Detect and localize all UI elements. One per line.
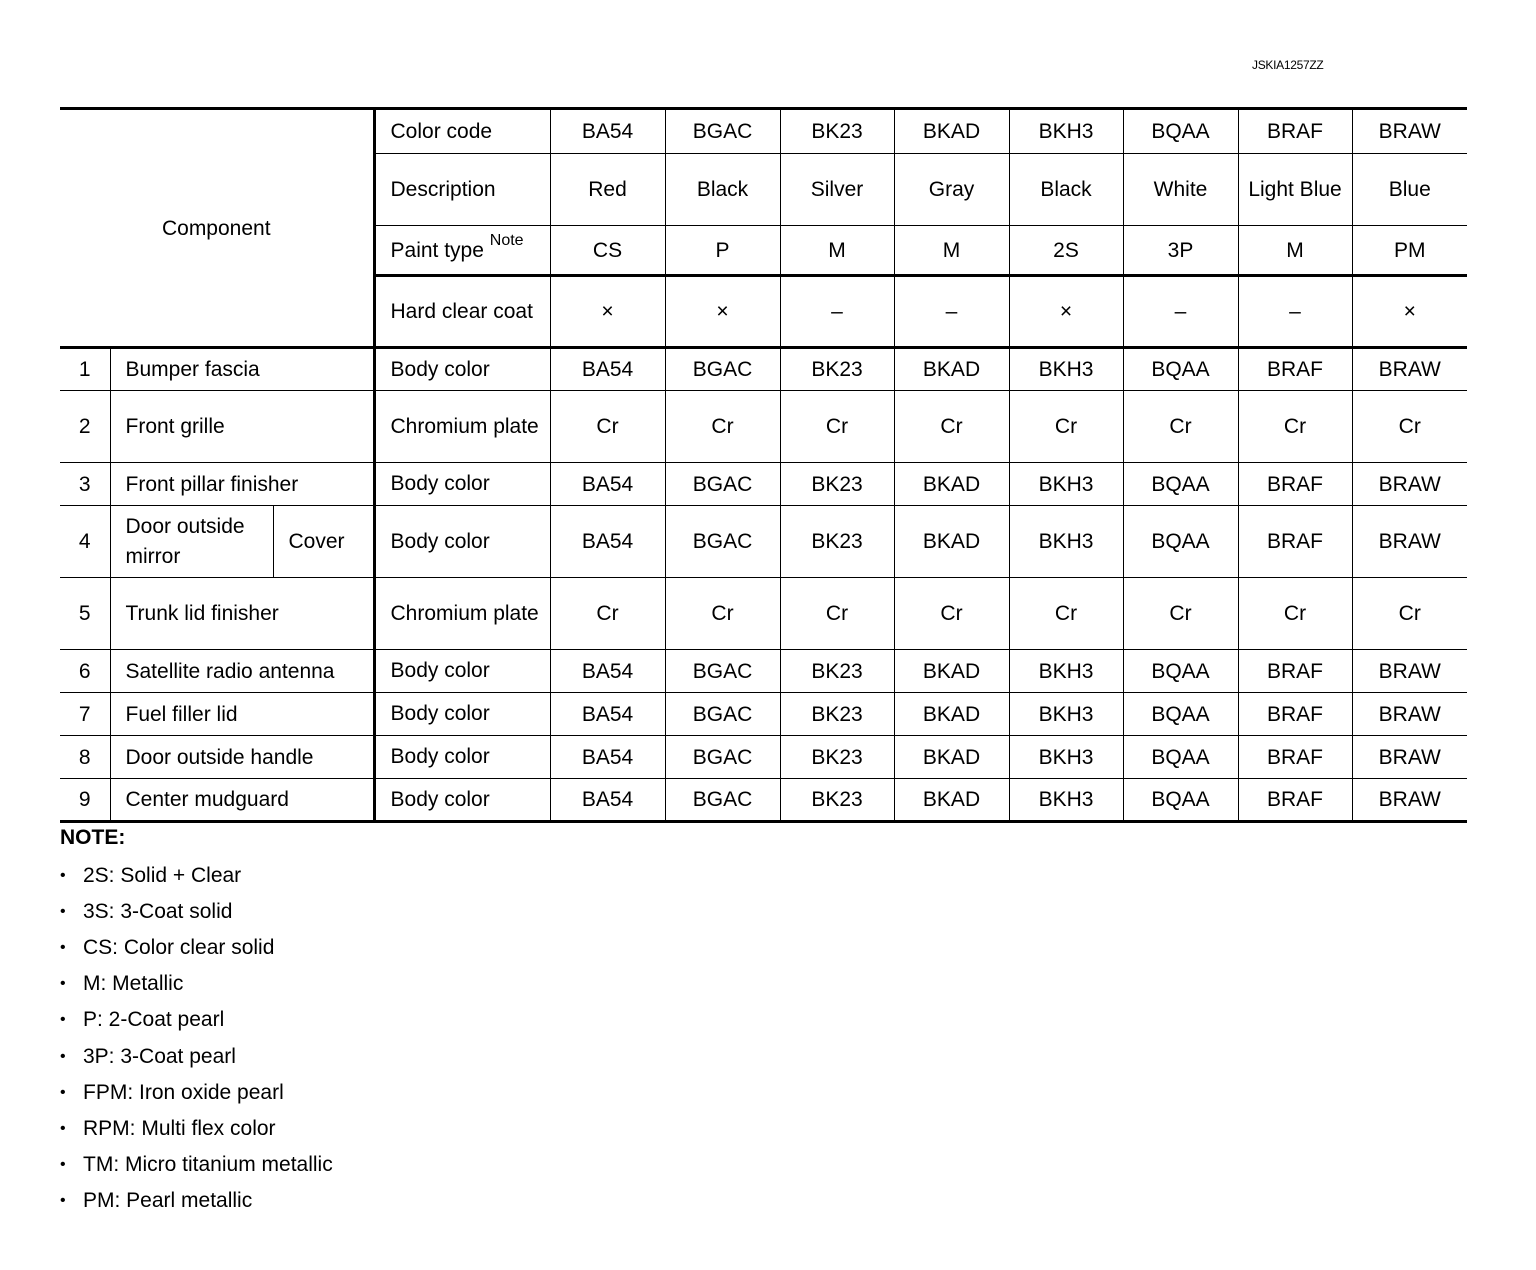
color-value-cell: BK23 — [780, 736, 894, 779]
color-value-cell: BA54 — [550, 506, 665, 578]
table-row — [60, 693, 1467, 736]
color-value-cell: BRAF — [1238, 736, 1352, 779]
color-value-cell: BKAD — [894, 650, 1009, 693]
table-row — [60, 779, 1467, 822]
color-value-cell: BK23 — [780, 779, 894, 822]
bullet-icon: • — [60, 1083, 66, 1101]
color-value-cell: Cr — [1009, 391, 1123, 463]
bullet-icon: • — [60, 1191, 66, 1209]
color-value-cell: BRAF — [1238, 650, 1352, 693]
color-value-cell: Cr — [665, 391, 780, 463]
component-name: Door outside mirror — [110, 506, 273, 578]
bullet-icon: • — [60, 1119, 66, 1137]
color-value-cell: BKH3 — [1009, 348, 1123, 391]
header-row-color-code — [60, 109, 1467, 154]
bullet-icon: • — [60, 1047, 66, 1065]
note-text: P: 2-Coat pearl — [83, 1008, 225, 1032]
bullet-icon: • — [60, 867, 66, 885]
note-text: CS: Color clear solid — [83, 936, 275, 960]
description-cell: Black — [1009, 154, 1123, 226]
table-row — [60, 391, 1467, 463]
color-code-cell: BRAW — [1352, 109, 1467, 154]
color-value-cell: Cr — [780, 578, 894, 650]
color-value-cell: BRAW — [1352, 779, 1467, 822]
color-value-cell: BRAW — [1352, 650, 1467, 693]
note-item — [60, 1038, 333, 1074]
component-name: Front grille — [110, 391, 374, 463]
description-cell: Silver — [780, 154, 894, 226]
color-value-cell: BRAF — [1238, 506, 1352, 578]
hard-clear-coat-cell: – — [894, 276, 1009, 348]
table-row — [60, 463, 1467, 506]
color-value-cell: BRAW — [1352, 736, 1467, 779]
description-cell: Light Blue — [1238, 154, 1352, 226]
note-heading: NOTE: — [60, 826, 126, 849]
color-value-cell: BKAD — [894, 348, 1009, 391]
note-item — [60, 1147, 333, 1183]
color-value-cell: BRAW — [1352, 693, 1467, 736]
paint-type-text: Paint type — [390, 238, 484, 262]
hard-clear-coat-cell: – — [780, 276, 894, 348]
note-text: 2S: Solid + Clear — [83, 864, 242, 888]
bullet-icon: • — [60, 1155, 66, 1173]
color-value-cell: BQAA — [1123, 348, 1238, 391]
component-name: Bumper fascia — [110, 348, 374, 391]
color-value-cell: BGAC — [665, 779, 780, 822]
paint-type-cell: PM — [1352, 226, 1467, 276]
color-value-cell: BA54 — [550, 736, 665, 779]
component-name: Trunk lid finisher — [110, 578, 374, 650]
color-value-cell: Cr — [665, 578, 780, 650]
paint-type-cell: M — [780, 226, 894, 276]
color-value-cell: BGAC — [665, 693, 780, 736]
color-value-cell: BKH3 — [1009, 779, 1123, 822]
color-value-cell: BKH3 — [1009, 693, 1123, 736]
component-name: Door outside handle — [110, 736, 374, 779]
table-row — [60, 736, 1467, 779]
color-value-cell: BRAW — [1352, 506, 1467, 578]
row-number: 1 — [60, 348, 110, 391]
color-value-cell: Cr — [894, 578, 1009, 650]
color-value-cell: BKH3 — [1009, 463, 1123, 506]
color-value-cell: BA54 — [550, 463, 665, 506]
color-code-cell: BKAD — [894, 109, 1009, 154]
color-value-cell: BRAW — [1352, 463, 1467, 506]
color-value-cell: BQAA — [1123, 506, 1238, 578]
color-value-cell: Cr — [1352, 391, 1467, 463]
color-value-cell: Cr — [550, 578, 665, 650]
table-row — [60, 650, 1467, 693]
color-value-cell: BK23 — [780, 650, 894, 693]
description-label: Description — [374, 154, 550, 226]
color-value-cell: BQAA — [1123, 736, 1238, 779]
color-value-cell: BKH3 — [1009, 736, 1123, 779]
row-number: 4 — [60, 506, 110, 578]
color-value-cell: BQAA — [1123, 693, 1238, 736]
description-cell: Gray — [894, 154, 1009, 226]
paint-type-label — [374, 226, 550, 276]
row-number: 7 — [60, 693, 110, 736]
color-value-cell: BRAF — [1238, 348, 1352, 391]
table-row — [60, 348, 1467, 391]
color-value-cell: BA54 — [550, 779, 665, 822]
color-value-cell: Cr — [550, 391, 665, 463]
note-text: RPM: Multi flex color — [83, 1116, 276, 1140]
hard-clear-coat-label: Hard clear coat — [374, 276, 550, 348]
finish-type: Chromium plate — [374, 578, 550, 650]
paint-type-cell: CS — [550, 226, 665, 276]
paint-type-cell: M — [1238, 226, 1352, 276]
bullet-icon: • — [60, 975, 66, 993]
component-name: Satellite radio antenna — [110, 650, 374, 693]
color-code-cell: BRAF — [1238, 109, 1352, 154]
note-item — [60, 1111, 333, 1147]
note-item — [60, 894, 333, 930]
paint-type-cell: P — [665, 226, 780, 276]
color-value-cell: BQAA — [1123, 463, 1238, 506]
finish-type: Body color — [374, 736, 550, 779]
color-code-label: Color code — [374, 109, 550, 154]
note-text: TM: Micro titanium metallic — [83, 1152, 333, 1176]
color-value-cell: Cr — [1123, 578, 1238, 650]
description-cell: Red — [550, 154, 665, 226]
paint-type-note-ref: Note — [489, 231, 524, 249]
row-number: 2 — [60, 391, 110, 463]
color-value-cell: Cr — [1009, 578, 1123, 650]
color-value-cell: BA54 — [550, 348, 665, 391]
color-value-cell: BK23 — [780, 348, 894, 391]
color-value-cell: BRAW — [1352, 348, 1467, 391]
color-value-cell: Cr — [1123, 391, 1238, 463]
color-value-cell: BRAF — [1238, 693, 1352, 736]
color-value-cell: BA54 — [550, 650, 665, 693]
hard-clear-coat-cell: × — [665, 276, 780, 348]
component-name: Center mudguard — [110, 779, 374, 822]
note-text: PM: Pearl metallic — [83, 1188, 253, 1212]
row-number: 8 — [60, 736, 110, 779]
description-cell: Blue — [1352, 154, 1467, 226]
hard-clear-coat-cell: × — [1009, 276, 1123, 348]
hard-clear-coat-cell: × — [1352, 276, 1467, 348]
color-value-cell: Cr — [780, 391, 894, 463]
finish-type: Body color — [374, 779, 550, 822]
paint-type-cell: M — [894, 226, 1009, 276]
paint-type-cell: 3P — [1123, 226, 1238, 276]
description-cell: White — [1123, 154, 1238, 226]
color-value-cell: BGAC — [665, 506, 780, 578]
color-value-cell: BGAC — [665, 348, 780, 391]
color-value-cell: BGAC — [665, 650, 780, 693]
figure-id: JSKIA1257ZZ — [1252, 58, 1324, 72]
table-row — [60, 578, 1467, 650]
note-text: 3P: 3-Coat pearl — [83, 1044, 236, 1068]
note-item — [60, 930, 333, 966]
hard-clear-coat-cell: – — [1123, 276, 1238, 348]
color-value-cell: BGAC — [665, 463, 780, 506]
bullet-icon: • — [60, 1011, 66, 1029]
color-value-cell: BQAA — [1123, 650, 1238, 693]
finish-type: Body color — [374, 693, 550, 736]
color-value-cell: Cr — [1238, 391, 1352, 463]
component-header: Component — [60, 109, 374, 348]
finish-type: Body color — [374, 506, 550, 578]
hard-clear-coat-cell: × — [550, 276, 665, 348]
note-text: FPM: Iron oxide pearl — [83, 1080, 284, 1104]
color-value-cell: BKAD — [894, 736, 1009, 779]
color-value-cell: BKAD — [894, 463, 1009, 506]
color-value-cell: BA54 — [550, 693, 665, 736]
paint-type-cell: 2S — [1009, 226, 1123, 276]
table-row — [60, 506, 1467, 578]
color-value-cell: Cr — [1352, 578, 1467, 650]
color-code-cell: BQAA — [1123, 109, 1238, 154]
note-item — [60, 1002, 333, 1038]
notes-list — [60, 858, 333, 1219]
finish-type: Body color — [374, 463, 550, 506]
description-cell: Black — [665, 154, 780, 226]
component-subpart: Cover — [273, 506, 374, 578]
color-code-cell: BGAC — [665, 109, 780, 154]
color-value-cell: BKH3 — [1009, 506, 1123, 578]
color-value-cell: BKAD — [894, 506, 1009, 578]
finish-type: Chromium plate — [374, 391, 550, 463]
color-value-cell: BKAD — [894, 693, 1009, 736]
hard-clear-coat-cell: – — [1238, 276, 1352, 348]
finish-type: Body color — [374, 650, 550, 693]
color-value-cell: BQAA — [1123, 779, 1238, 822]
color-value-cell: BKH3 — [1009, 650, 1123, 693]
color-code-cell: BA54 — [550, 109, 665, 154]
color-value-cell: BGAC — [665, 736, 780, 779]
color-value-cell: BK23 — [780, 463, 894, 506]
row-number: 6 — [60, 650, 110, 693]
color-value-cell: BK23 — [780, 506, 894, 578]
component-name: Fuel filler lid — [110, 693, 374, 736]
color-value-cell: BKAD — [894, 779, 1009, 822]
row-number: 9 — [60, 779, 110, 822]
color-value-cell: Cr — [894, 391, 1009, 463]
note-item — [60, 1075, 333, 1111]
note-item — [60, 966, 333, 1002]
color-value-cell: BRAF — [1238, 463, 1352, 506]
color-value-cell: Cr — [1238, 578, 1352, 650]
note-text: 3S: 3-Coat solid — [83, 900, 233, 924]
row-number: 5 — [60, 578, 110, 650]
row-number: 3 — [60, 463, 110, 506]
note-item — [60, 858, 333, 894]
color-value-cell: BK23 — [780, 693, 894, 736]
color-code-cell: BKH3 — [1009, 109, 1123, 154]
bullet-icon: • — [60, 903, 66, 921]
color-value-cell: BRAF — [1238, 779, 1352, 822]
finish-type: Body color — [374, 348, 550, 391]
note-text: M: Metallic — [83, 972, 184, 996]
note-item — [60, 1183, 333, 1219]
paint-color-table — [60, 107, 1467, 823]
color-code-cell: BK23 — [780, 109, 894, 154]
bullet-icon: • — [60, 939, 66, 957]
component-name: Front pillar finisher — [110, 463, 374, 506]
